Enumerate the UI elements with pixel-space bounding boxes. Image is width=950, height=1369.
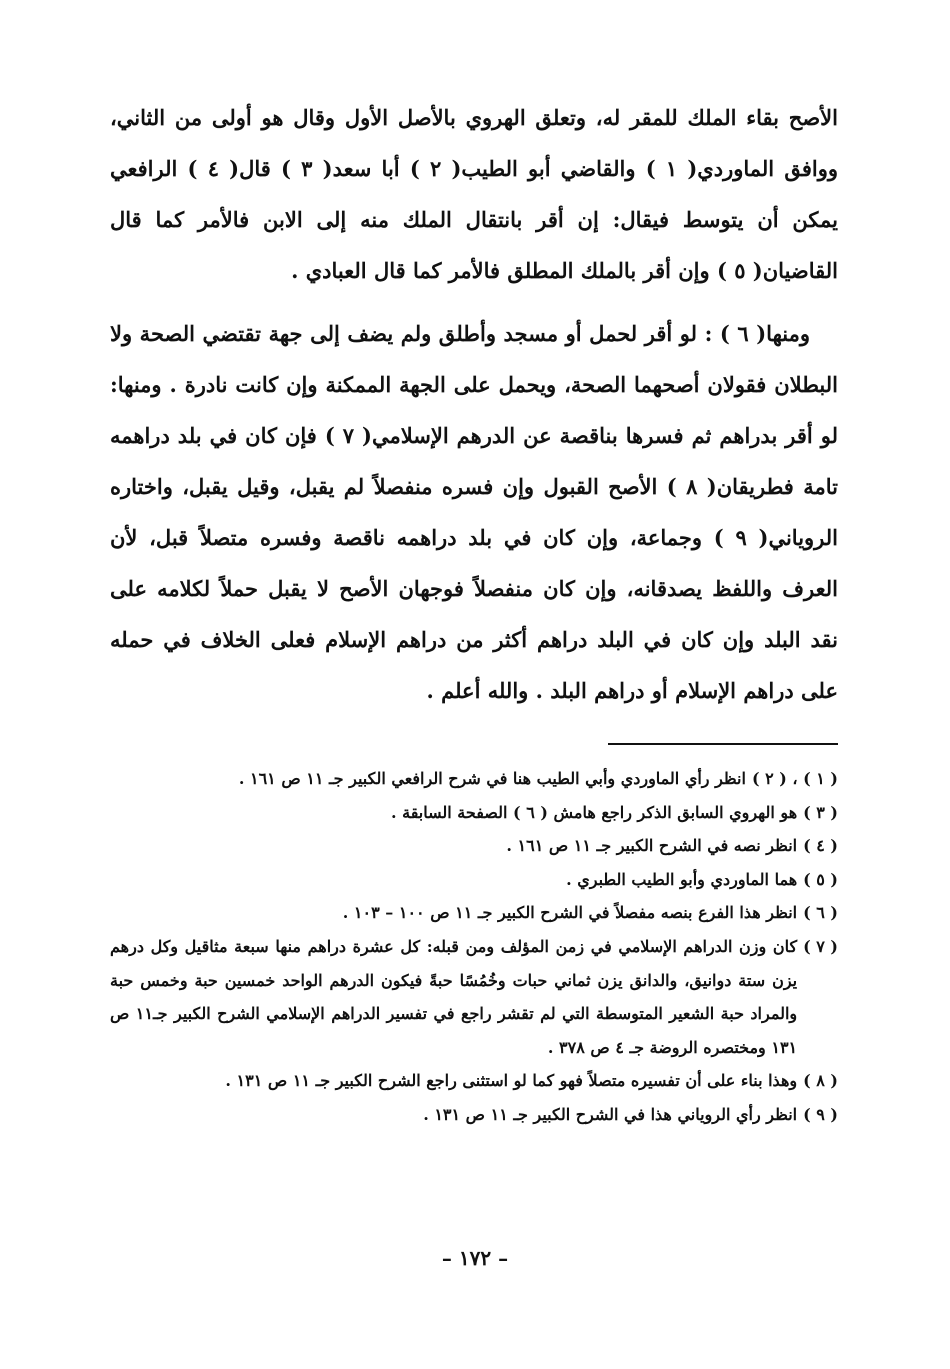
footnote-marker: ( ٣ ) [803,802,838,822]
footnote-marker: ( ٩ ) [803,1104,838,1124]
footnote-text: وهذا بناء على أن تفسيره متصلاً فهو كما لو استثنى راجع الشرح الكبير جـ ١١ ص ١٣١ . [225,1071,798,1091]
footnote-7 [110,930,838,1064]
footnote-text: كان وزن الدراهم الإسلامي في زمن المؤلف ومن قبله: كل عشرة دراهم منها سبعة مثاقيل وكل درهم يزن ستة دوانيق، والدانق يزن ثماني حبات وخُمُسًا حبةً فيكون الدرهم الواحد خمسين حبة وخمس حبة والمراد حبة الشعير المتوسطة التي لم تقشر راجع في تفسير الدراهم الإسلامي الشرح الكبير جـ١١ ص ١٣١ ومختصره الروضة جـ ٤ ص ٣٧٨ . [110,936,798,1057]
footnotes-block [110,762,838,1132]
footnote-3 [110,796,838,830]
footnote-text: انظر رأي الماوردي وأبي الطيب هنا في شرح الرافعي الكبير جـ ١١ ص ١٦١ . [238,769,746,788]
page-number: – ١٧٢ – [441,1246,509,1270]
footnote-text: انظر رأي الروياني هذا في الشرح الكبير جـ ١١ ص ١٣١ . [423,1104,798,1124]
footnote-separator [608,743,838,745]
footnote-6 [110,896,838,930]
footnote-1-2 [110,762,838,796]
footnote-text: انظر نصه في الشرح الكبير جـ ١١ ص ١٦١ . [506,836,798,856]
footnote-marker: ( ٥ ) [803,869,838,889]
footnote-text: هو الهروي السابق الذكر راجع هامش ( ٦ ) الصفحة السابقة . [390,802,798,822]
footnote-5 [110,863,838,897]
footnote-marker: ( ٧ ) [803,936,838,956]
footnote-8 [110,1064,838,1098]
footnote-9 [110,1098,838,1132]
footnote-text: هما الماوردي وأبو الطيب الطبري . [566,869,798,889]
footnote-4 [110,829,838,863]
footnote-marker: ( ٦ ) [803,903,838,923]
footnote-marker: ( ٨ ) [803,1071,838,1091]
footnote-marker: ( ٤ ) [803,836,838,856]
main-text-block [110,92,838,716]
paragraph-2: ومنها( ٦ ) : لو أقر لحمل أو مسجد وأطلق ولم يضف إلى جهة تقتضي الصحة ولا البطلان فقولان أصحهما الصحة، ويحمل على الجهة الممكنة وإن كانت نادرة . ومنها: لو أقر بدراهم ثم فسرها بناقصة عن الدرهم الإسلامي( ٧ ) فإن كان في بلد دراهمه تامة فطريقان( ٨ ) الأصح القبول وإن فسره منفصلاً لم يقبل، وقيل يقبل، واختاره الروياني( ٩ ) وجماعة، وإن كان في بلد دراهمه ناقصة وفسره متصلاً قبل، لأن العرف واللفظ يصدقانه، وإن كان منفصلاً فوجهان الأصح لا يقبل حملاً لكلامه على نقد البلد وإن كان في البلد دراهم أكثر من دراهم الإسلام فعلى الخلاف في حمله على دراهم الإسلام أو دراهم البلد . والله أعلم . [110,321,838,703]
paragraph-1: الأصح بقاء الملك للمقر له، وتعلق الهروي بالأصل الأول وقال هو أولى من الثاني، ووافق الماوردي( ١ ) والقاضي أبو الطيب( ٢ ) أبا سعد( ٣ ) قال( ٤ ) الرافعي يمكن أن يتوسط فيقال: إن أقر بانتقال الملك منه إلى الابن فالأمر كما قال القاضيان( ٥ ) وإن أقر بالملك المطلق فالأمر كما قال العبادي . [110,105,839,283]
footnote-marker: ( ١ ) ، ( ٢ ) [751,769,838,788]
footnote-text: انظر هذا الفرع بنصه مفصلاً في الشرح الكبير جـ ١١ ص ١٠٠ – ١٠٣ . [342,903,798,923]
